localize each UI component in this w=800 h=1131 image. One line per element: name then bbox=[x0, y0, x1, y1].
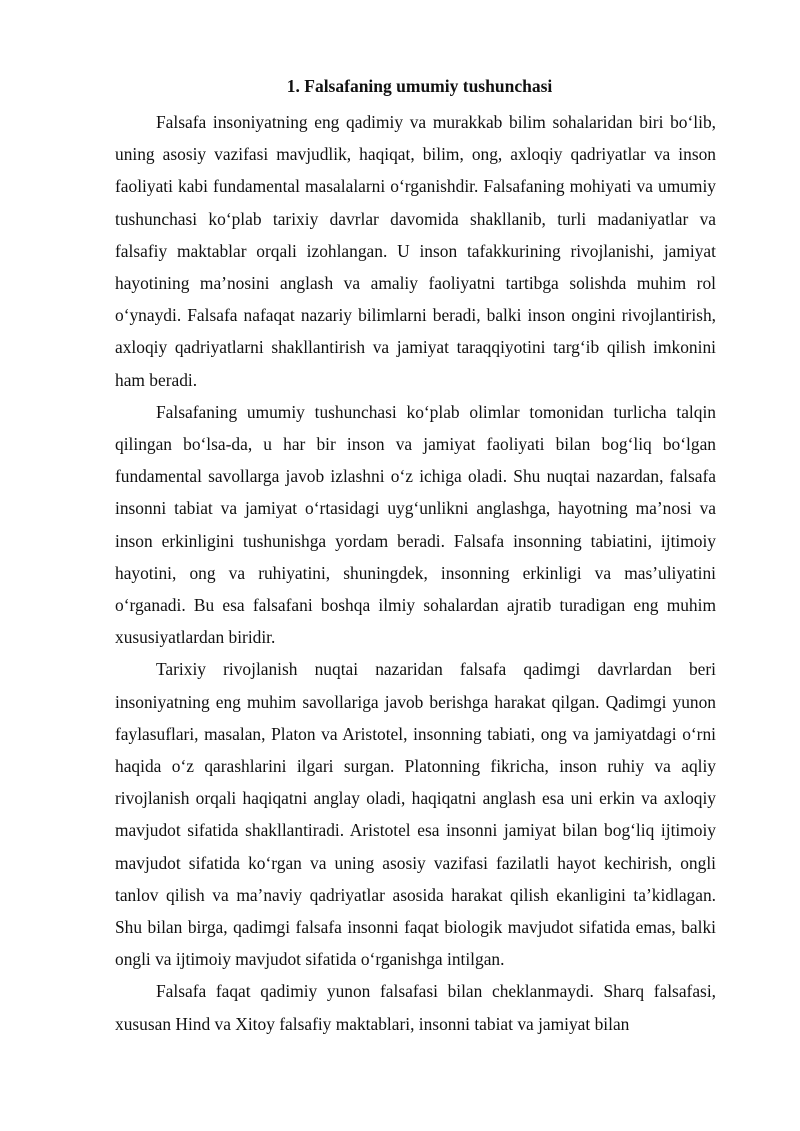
paragraph-4: Falsafa faqat qadimiy yunon falsafasi bilan cheklanmaydi. Sharq falsafasi, xususan Hind va Xitoy falsafiy maktablari, insonni tabiat va jamiyat bilan bbox=[115, 981, 716, 1034]
paragraph-2: Falsafaning umumiy tushunchasi ko‘plab olimlar tomonidan turlicha talqin qilingan bo‘lsa-da, u har bir inson va jamiyat faoliyati bilan bog‘liq bo‘lgan fundamental savollarga javob izlashni o‘z ichiga oladi. Shu nuqtai nazardan, falsafa insonni tabiat va jamiyat o‘rtasidagi uyg‘unlikni anglashga, hayotning ma’nosi va inson erkinligini tushunishga yordam beradi. Falsafa insonning tabiatini, ijtimoiy hayotini, ong va ruhiyatini, shuningdek, insonning erkinligi va mas’uliyatini o‘rganadi. Bu esa falsafani boshqa ilmiy sohalardan ajratib turadigan eng muhim xususiyatlardan biridir. bbox=[115, 401, 716, 648]
paragraph-1: Falsafa insoniyatning eng qadimiy va murakkab bilim sohalaridan biri bo‘lib, uning asosiy vazifasi mavjudlik, haqiqat, bilim, ong, axloqiy qadriyatlar va inson faoliyati kabi fundamental masalalarni o‘rganishdir. Falsafaning mohiyati va umumiy tushunchasi ko‘plab tarixiy davrlar davomida shakllanib, turli madaniyatlar va falsafiy maktablar orqali izohlangan. U inson tafakkurining rivojlanishi, jamiyat hayotining ma’nosini anglash va amaliy faoliyatni tartibga solishda muhim rol o‘ynaydi. Falsafa nafaqat nazariy bilimlarni beradi, balki inson ongini rivojlantirish, axloqiy qadriyatlarni shakllantirish va jamiyat taraqqiyotini targ‘ib qilish imkonini ham beradi. bbox=[115, 112, 716, 390]
paragraph-3: Tarixiy rivojlanish nuqtai nazaridan falsafa qadimgi davrlardan beri insoniyatning eng muhim savollariga javob berishga harakat qilgan. Qadimgi yunon faylasuflari, masalan, Platon va Aristotel, insonning tabiati, ong va jamiyatdagi o‘rni haqida o‘z qarashlarini ilgari surgan. Platonning fikricha, inson ruhiy va aqliy rivojlanish orqali haqiqatni anglay oladi, haqiqatni anglash esa uni erkin va axloqiy mavjudot sifatida shakllantiradi. Aristotel esa insonni jamiyat bilan bog‘liq ijtimoiy mavjudot sifatida ko‘rgan va uning asosiy vazifasi fazilatli hayot kechirish, ongli tanlov qilish va ma’naviy qadriyatlar asosida harakat qilish ekanligini ta’kidlagan. Shu bilan birga, qadimgi falsafa insonni faqat biologik mavjudot sifatida emas, balki ongli va ijtimoiy mavjudot sifatida o‘rganishga intilgan. bbox=[115, 659, 716, 970]
section-title: 1. Falsafaning umumiy tushunchasi bbox=[286, 76, 553, 96]
